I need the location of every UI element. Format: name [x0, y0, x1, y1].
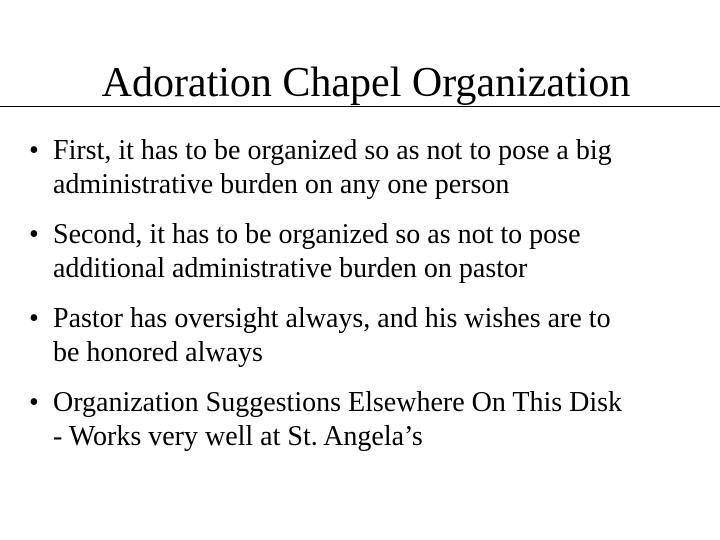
bullet-item — [29, 218, 719, 286]
bullet-dot-icon: • — [29, 135, 39, 166]
bullet-text-line: Organization Suggestions Elsewhere On This Disk — [53, 387, 623, 418]
bullet-text-line: Second, it has to be organized so as not to pose — [53, 219, 581, 250]
title-divider — [0, 106, 720, 107]
bullet-list — [29, 134, 719, 470]
bullet-text-line: administrative burden on any one person — [53, 169, 510, 200]
bullet-dot-icon: • — [29, 219, 39, 250]
bullet-text-line: - Works very well at St. Angela’s — [53, 421, 423, 452]
bullet-item — [29, 134, 719, 202]
bullet-item — [29, 386, 719, 454]
bullet-text-line: First, it has to be organized so as not to pose a big — [53, 135, 612, 166]
bullet-text-line: be honored always — [53, 337, 263, 368]
bullet-item — [29, 302, 719, 370]
bullet-dot-icon: • — [29, 387, 39, 418]
slide-title: Adoration Chapel Organization — [101, 60, 631, 106]
bullet-dot-icon: • — [29, 303, 39, 334]
bullet-text-line: additional administrative burden on pastor — [53, 253, 528, 284]
bullet-text-line: Pastor has oversight always, and his wishes are to — [53, 303, 611, 334]
